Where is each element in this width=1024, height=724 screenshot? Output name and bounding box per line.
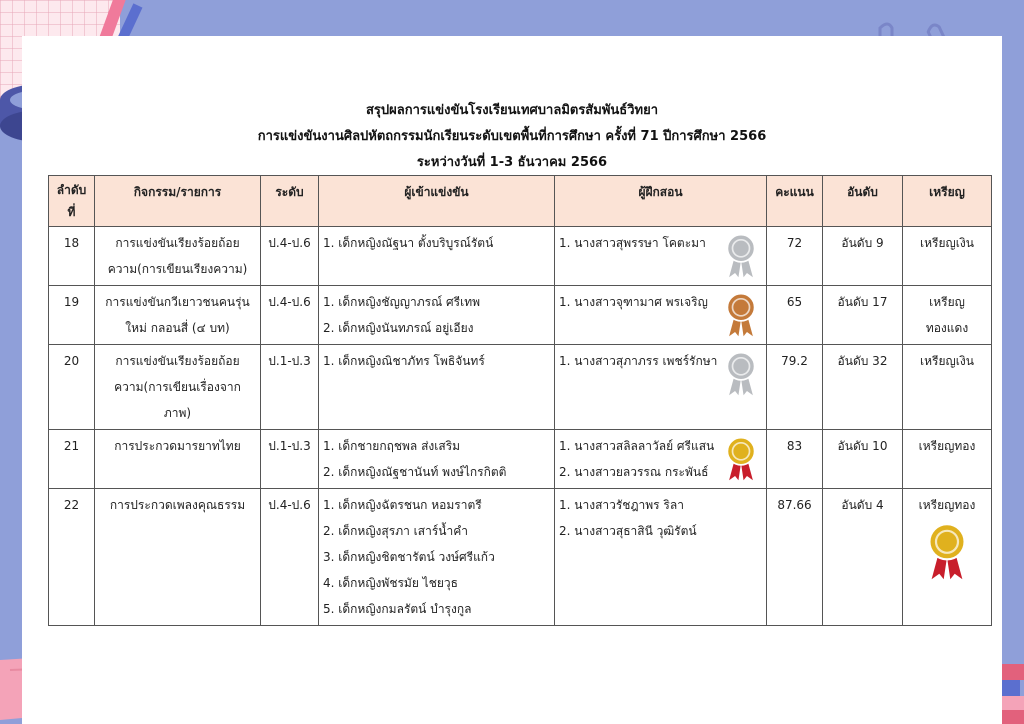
row-competitors xyxy=(319,430,555,489)
row-score: 87.66 xyxy=(767,489,823,626)
report-title: สรุปผลการแข่งขันโรงเรียนเทศบาลมิตรสัมพันธ์วิทยา xyxy=(366,103,658,118)
row-trainers-line: 2. นางสาวยลวรรณ กระพันธ์ xyxy=(559,465,709,479)
results-table xyxy=(48,175,992,626)
row-level: ป.4-ป.6 xyxy=(261,227,319,286)
header-level: ระดับ xyxy=(261,176,319,227)
row-activity-line: การแข่งขันเรียงร้อยถ้อย xyxy=(115,354,240,368)
row-medal xyxy=(903,345,992,430)
silver-medal-icon xyxy=(724,351,758,397)
row-activity-line: การประกวดมารยาทไทย xyxy=(114,439,241,453)
row-trainers-line: 1. นางสาวสุภาภรร เพชร์รักษา xyxy=(559,354,718,368)
row-activity xyxy=(95,227,261,286)
row-competitors xyxy=(319,345,555,430)
row-trainers xyxy=(555,345,767,430)
row-trainers xyxy=(555,227,767,286)
row-activity xyxy=(95,286,261,345)
table-row xyxy=(49,489,992,626)
row-competitors xyxy=(319,227,555,286)
row-competitors xyxy=(319,489,555,626)
competition-title: การแข่งขันงานศิลปหัตถกรรมนักเรียนระดับเขตพื้นที่การศึกษา ครั้งที่ 71 ปีการศึกษา 2566 xyxy=(257,129,767,144)
row-activity xyxy=(95,489,261,626)
row-medal xyxy=(903,489,992,626)
row-rank: อันดับ 10 xyxy=(823,430,903,489)
row-activity-line: ความ(การเขียนเรียงความ) xyxy=(107,262,248,276)
row-trainers xyxy=(555,489,767,626)
bronze-medal-icon xyxy=(724,292,758,338)
row-activity-line: ภาพ) xyxy=(163,406,192,420)
row-medal-line: เหรียญทอง xyxy=(918,439,976,453)
trainer-medal xyxy=(724,436,758,491)
row-competitors-line: 1. เด็กหญิงชัญญาภรณ์ ศรีเทพ xyxy=(323,295,481,309)
row-competitors xyxy=(319,286,555,345)
row-medal xyxy=(903,286,992,345)
row-score: 72 xyxy=(767,227,823,286)
row-activity-line: ใหม่ กลอนสี่ (๔ บท) xyxy=(125,321,230,335)
header-no-line1: ลำดับ xyxy=(56,183,87,197)
table-row xyxy=(49,286,992,345)
row-rank: อันดับ 4 xyxy=(823,489,903,626)
row-competitors-line: 2. เด็กหญิงสุรภา เสาร์น้ำคำ xyxy=(323,524,468,538)
row-competitors-line: 1. เด็กหญิงณิชาภัทร โพธิจันทร์ xyxy=(323,354,485,368)
row-activity-line: การแข่งขันเรียงร้อยถ้อย xyxy=(115,236,240,250)
row-medal-line: ทองแดง xyxy=(925,321,969,335)
row-medal-line: เหรียญ xyxy=(929,295,965,309)
header-rank: อันดับ xyxy=(823,176,903,227)
row-trainers xyxy=(555,286,767,345)
row-number: 19 xyxy=(49,286,95,345)
row-level: ป.4-ป.6 xyxy=(261,489,319,626)
header-competitors: ผู้เข้าแข่งขัน xyxy=(319,176,555,227)
row-activity-line: การแข่งขันกวีเยาวชนคนรุ่น xyxy=(105,295,250,309)
header-medal: เหรียญ xyxy=(903,176,992,227)
row-rank: อันดับ 9 xyxy=(823,227,903,286)
row-competitors-line: 1. เด็กหญิงฉัตรชนก หอมราตรี xyxy=(323,498,482,512)
row-competitors-line: 2. เด็กหญิงนันทภรณ์ อยู่เอียง xyxy=(323,321,474,335)
header-trainers: ผู้ฝึกสอน xyxy=(555,176,767,227)
row-competitors-line: 4. เด็กหญิงพัชรมัย ไชยวุธ xyxy=(323,576,458,590)
row-medal xyxy=(903,430,992,489)
row-medal xyxy=(903,227,992,286)
row-medal-line: เหรียญเงิน xyxy=(920,236,974,250)
row-trainers-line: 1. นางสาวจุฑามาศ พรเจริญ xyxy=(559,295,708,309)
trainer-medal xyxy=(724,351,758,406)
silver-medal-icon xyxy=(724,233,758,279)
row-score: 65 xyxy=(767,286,823,345)
table-row xyxy=(49,227,992,286)
row-medal-line: เหรียญเงิน xyxy=(920,354,974,368)
date-range: ระหว่างวันที่ 1-3 ธันวาคม 2566 xyxy=(416,155,608,170)
row-number: 21 xyxy=(49,430,95,489)
row-competitors-line: 1. เด็กหญิงณัฐนา ตั้งบริบูรณ์รัตน์ xyxy=(323,236,494,250)
medal-image xyxy=(907,522,987,590)
header-no-line2: ที่ xyxy=(67,205,76,219)
row-activity xyxy=(95,345,261,430)
row-trainers-line: 1. นางสาวรัชฎาพร ริลา xyxy=(559,498,684,512)
row-level: ป.1-ป.3 xyxy=(261,345,319,430)
row-competitors-line: 5. เด็กหญิงกมลรัตน์ บำรุงกูล xyxy=(323,602,472,616)
trainer-medal xyxy=(724,292,758,347)
header-no xyxy=(49,176,95,227)
row-activity xyxy=(95,430,261,489)
table-row xyxy=(49,430,992,489)
row-competitors-line: 2. เด็กหญิงณัฐชานันท์ พงษ์ไกรกิตติ xyxy=(323,465,507,479)
table-header-row xyxy=(49,176,992,227)
header-activity: กิจกรรม/รายการ xyxy=(95,176,261,227)
gold-medal-icon xyxy=(925,522,969,581)
row-competitors-line: 3. เด็กหญิงชิตชารัตน์ วงษ์ศรีแก้ว xyxy=(323,550,495,564)
row-trainers-line: 1. นางสาวสลิลลาวัลย์ ศรีแสน xyxy=(559,439,715,453)
row-number: 22 xyxy=(49,489,95,626)
row-trainers-line: 1. นางสาวสุพรรษา โคตะมา xyxy=(559,236,706,250)
table-row xyxy=(49,345,992,430)
header-score: คะแนน xyxy=(767,176,823,227)
row-rank: อันดับ 17 xyxy=(823,286,903,345)
gold-medal-icon xyxy=(724,436,758,482)
row-medal-line: เหรียญทอง xyxy=(918,498,976,512)
row-number: 18 xyxy=(49,227,95,286)
row-competitors-line: 1. เด็กชายกฤชพล ส่งเสริม xyxy=(323,439,461,453)
row-number: 20 xyxy=(49,345,95,430)
row-score: 79.2 xyxy=(767,345,823,430)
trainer-medal xyxy=(724,233,758,288)
row-activity-line: การประกวดเพลงคุณธรรม xyxy=(109,498,246,512)
row-rank: อันดับ 32 xyxy=(823,345,903,430)
row-score: 83 xyxy=(767,430,823,489)
row-level: ป.4-ป.6 xyxy=(261,286,319,345)
row-trainers xyxy=(555,430,767,489)
row-level: ป.1-ป.3 xyxy=(261,430,319,489)
row-activity-line: ความ(การเขียนเรื่องจาก xyxy=(114,380,241,394)
row-trainers-line: 2. นางสาวสุธาสินี วุฒิรัตน์ xyxy=(559,524,697,538)
